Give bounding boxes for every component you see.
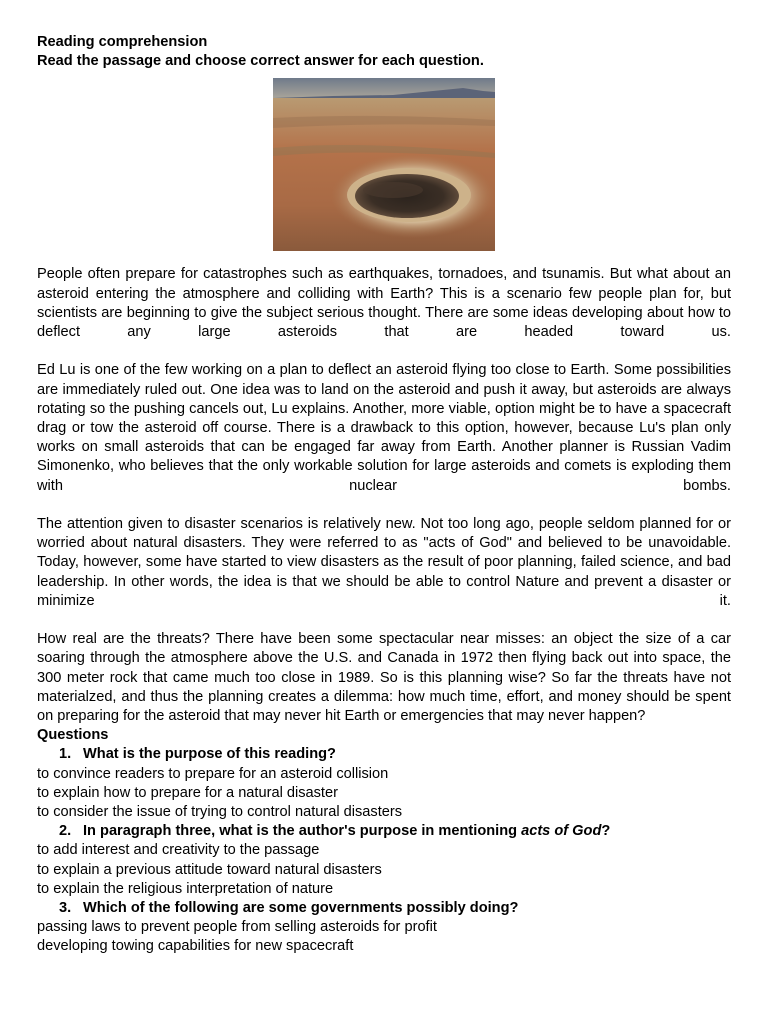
question-3: [37, 899, 731, 918]
answer-option[interactable]: to add interest and creativity to the passage: [37, 842, 320, 859]
question-text: Which of the following are some governments possibly doing?: [83, 900, 519, 917]
crater-photo-icon: [273, 78, 495, 251]
passage-paragraph-2: Ed Lu is one of the few working on a plan to deflect an asteroid flying too close to Earth. Some possibilities are immediately ruled out. One idea was to land on the asteroid and push it away, but asteroids are always rotating so the pushing cancels out, Lu explains. Another, more viable, option might be to have a spacecraft drag or tow the asteroid off course. There is a drawback to this option, however, because Lu's plan only works on small asteroids that can be engaged far away from Earth. Another planner is Russian Vadim Simonenko, who believes that the only workable solution for large asteroids and comets is exploding them with nuclear bombs.: [37, 362, 731, 494]
answer-option[interactable]: to explain a previous attitude toward natural disasters: [37, 861, 382, 878]
crater-photo: [273, 78, 495, 251]
passage-paragraph-4: How real are the threats? There have been some spectacular near misses: an object the size of a car soaring through the atmosphere above the U.S. and Canada in 1972 then flying back out into space, the 300 meter rock that came much too close in 1989. So is this planning wise? So far the threats have not materialzed, and thus the planning creates a dilemma: how much time, effort, and money should be spent on preparing for the asteroid that may never hit Earth or emergencies that may never happen?: [37, 631, 731, 725]
question-text-end: ?: [601, 823, 611, 840]
question-number: 3.: [59, 900, 72, 917]
answer-option[interactable]: to convince readers to prepare for an asteroid collision: [37, 765, 389, 782]
answer-option[interactable]: developing towing capabilities for new spacecraft: [37, 938, 354, 955]
question-2: [37, 822, 731, 841]
question-text: What is the purpose of this reading?: [83, 746, 336, 763]
answer-option[interactable]: to consider the issue of trying to control natural disasters: [37, 804, 403, 821]
question-number: 2.: [59, 823, 72, 840]
questions-heading: Questions: [37, 727, 109, 744]
instructions: Read the passage and choose correct answer for each question.: [37, 53, 484, 70]
passage-paragraph-3: The attention given to disaster scenarios is relatively new. Not too long ago, people seldom planned for or worried about natural disasters. They were referred to as "acts of God" and believed to be unavoidable. Today, however, some have started to view disasters as the result of poor planning, failed science, and bad leadership. In other words, the idea is that we should be able to control Nature and prevent a disaster or minimize it.: [37, 516, 731, 609]
page-title: Reading comprehension: [37, 34, 208, 50]
question-text-italic: acts of God: [521, 823, 602, 840]
answer-option[interactable]: passing laws to prevent people from selling asteroids for profit: [37, 919, 437, 936]
question-1: [37, 745, 731, 764]
answer-option[interactable]: to explain the religious interpretation of nature: [37, 880, 334, 897]
answer-option[interactable]: to explain how to prepare for a natural disaster: [37, 784, 338, 801]
reading-passage: [37, 265, 731, 726]
question-number: 1.: [59, 746, 72, 763]
passage-paragraph-1: People often prepare for catastrophes such as earthquakes, tornadoes, and tsunamis. But what about an asteroid entering the atmosphere and colliding with Earth? This is a scenario few people plan for, but scientists are beginning to give the subject serious thought. There are some ideas developing about how to deflect any large asteroids that are headed toward us.: [37, 266, 731, 341]
worksheet-page: [37, 33, 731, 957]
question-text: In paragraph three, what is the author's purpose in mentioning: [83, 823, 522, 840]
